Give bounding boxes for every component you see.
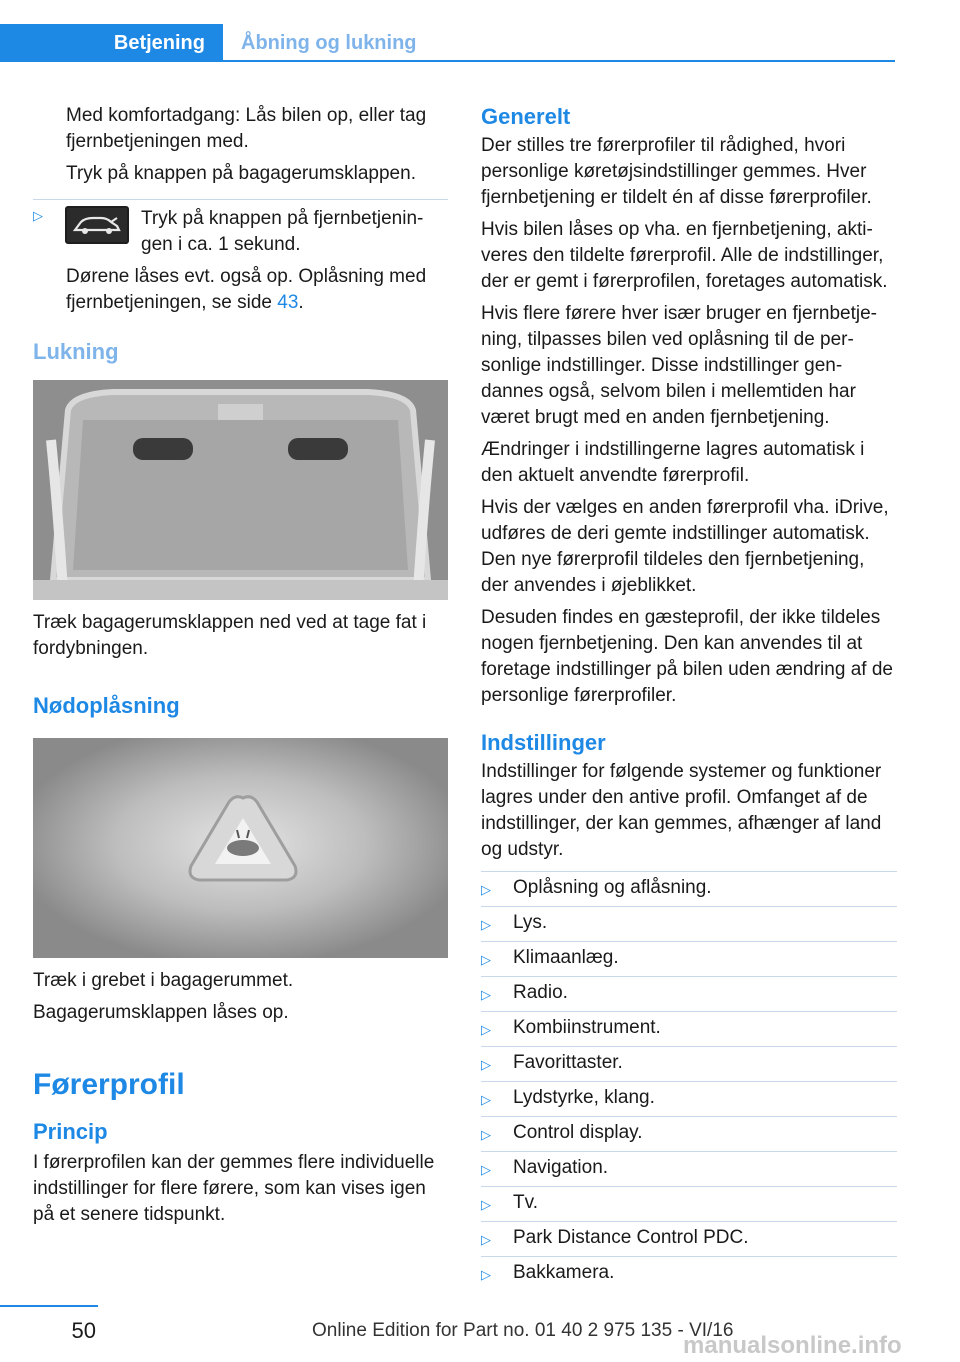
triangle-bullet-icon: ▷ [481, 952, 491, 967]
triangle-bullet-icon: ▷ [481, 1092, 491, 1107]
list-item: ▷ Lydstyrke, klang. [481, 1081, 897, 1116]
chapter-tab[interactable]: Betjening [0, 24, 223, 62]
indstillinger-text: Indstillinger for følgende systemer og funktioner lagres under den antive profil. Omfanget af de indstillinger, der kan gemmes, afhænger af land og udstyr. [481, 761, 882, 860]
key-instruction-text: Tryk på knappen på fjernbetjeningen i ca. 1 sekund. [141, 208, 424, 255]
list-item: ▷ Lys. [481, 906, 897, 941]
page-number: 50 [71, 1318, 96, 1343]
footer-rule [0, 1305, 98, 1307]
list-item: ▷ Control display. [481, 1116, 897, 1151]
nodoplasning-heading: Nødoplåsning [33, 693, 180, 718]
list-item: ▷ Navigation. [481, 1151, 897, 1186]
triangle-bullet-icon: ▷ [481, 1232, 491, 1247]
intro-paragraph-1: Med komfortadgang: Lås bilen op, eller tag fjernbetjeningen med. [66, 105, 427, 152]
forerprofil-heading: Førerprofil [33, 1068, 185, 1101]
triangle-bullet-icon: ▷ [33, 208, 43, 223]
triangle-bullet-icon: ▷ [481, 917, 491, 932]
generelt-p3: Hvis flere førere hver især bruger en fjernbetjening, tilpasses bilen ved oplåsning til de personlige indstillinger. Disse indstillinger gendannes også, selvom bilen i mellemtiden har været brugt med en anden fjernbetjening. [481, 303, 877, 428]
list-item: ▷ Kombiinstrument. [481, 1011, 897, 1046]
triangle-bullet-icon: ▷ [481, 882, 491, 897]
princip-heading: Princip [33, 1119, 108, 1144]
key-instruction [33, 199, 448, 258]
intro-paragraph-2: Tryk på knappen på bagagerumsklappen. [66, 163, 416, 184]
header-rule [0, 60, 895, 62]
unlock-paragraph: Dørene låses evt. også op. Oplåsning med fjernbetjeningen, se side 43. [66, 266, 427, 313]
indstillinger-heading: Indstillinger [481, 730, 606, 755]
page-link[interactable]: 43 [277, 292, 299, 313]
triangle-bullet-icon: ▷ [481, 1022, 491, 1037]
edition-text: Online Edition for Part no. 01 40 2 975 135 - VI/16 [312, 1320, 734, 1341]
nod-text-1: Træk i grebet i bagagerummet. [33, 970, 294, 991]
triangle-bullet-icon: ▷ [481, 1197, 491, 1212]
triangle-bullet-icon: ▷ [481, 987, 491, 1002]
triangle-bullet-icon: ▷ [481, 1267, 491, 1282]
lukning-heading: Lukning [33, 339, 119, 364]
watermark: manualsonline.info [683, 1332, 902, 1359]
triangle-bullet-icon: ▷ [481, 1057, 491, 1072]
list-item: ▷ Radio. [481, 976, 897, 1011]
settings-list [481, 871, 897, 1291]
left-column [33, 103, 448, 1234]
lukning-text: Træk bagagerumsklappen ned ved at tage fat i fordybningen. [33, 612, 427, 659]
generelt-p4: Ændringer i indstillingerne lagres automatisk i den aktuelt anvendte førerprofil. [481, 439, 865, 486]
triangle-bullet-icon: ▷ [481, 1162, 491, 1177]
generelt-p1: Der stilles tre førerprofiler til rådighed, hvori personlige køretøjsindstillinger gemmes. Hver fjernbetjening er tildelt én af disse førerprofiler. [481, 135, 872, 208]
emergency-release-image [33, 738, 448, 958]
list-item: ▷ Favorittaster. [481, 1046, 897, 1081]
trunk-key-button-icon [65, 206, 129, 244]
list-item: ▷ Park Distance Control PDC. [481, 1221, 897, 1256]
generelt-p2: Hvis bilen låses op vha. en fjernbetjening, aktiveres den tildelte førerprofil. Alle de indstillinger, der er gemt i førerprofilen, foretages automatisk. [481, 219, 888, 292]
list-item: ▷ Tv. [481, 1186, 897, 1221]
triangle-bullet-icon: ▷ [481, 1127, 491, 1142]
list-item: ▷ Oplåsning og aflåsning. [481, 871, 897, 906]
right-column [481, 103, 897, 1291]
list-item: ▷ Klimaanlæg. [481, 941, 897, 976]
generelt-heading: Generelt [481, 104, 571, 129]
princip-text: I førerprofilen kan der gemmes flere individuelle indstillinger for flere førere, som kan vises igen på et senere tidspunkt. [33, 1152, 435, 1225]
list-item: ▷ Bakkamera. [481, 1256, 897, 1291]
nod-text-2: Bagagerumsklappen låses op. [33, 1002, 289, 1023]
section-tab[interactable]: Åbning og lukning [241, 31, 417, 54]
trunk-lid-image [33, 380, 448, 600]
generelt-p5: Hvis der vælges en anden førerprofil vha. iDrive, udføres de deri gemte indstillinger automatisk. Den nye førerprofil tildeles den fjernbetjening, der anvendes i øjeblikket. [481, 497, 889, 596]
generelt-p6: Desuden findes en gæsteprofil, der ikke tildeles nogen fjernbetjening. Den kan anvendes til at foretage indstillinger på bilen uden ændring af de personlige førerprofiler. [481, 607, 893, 706]
